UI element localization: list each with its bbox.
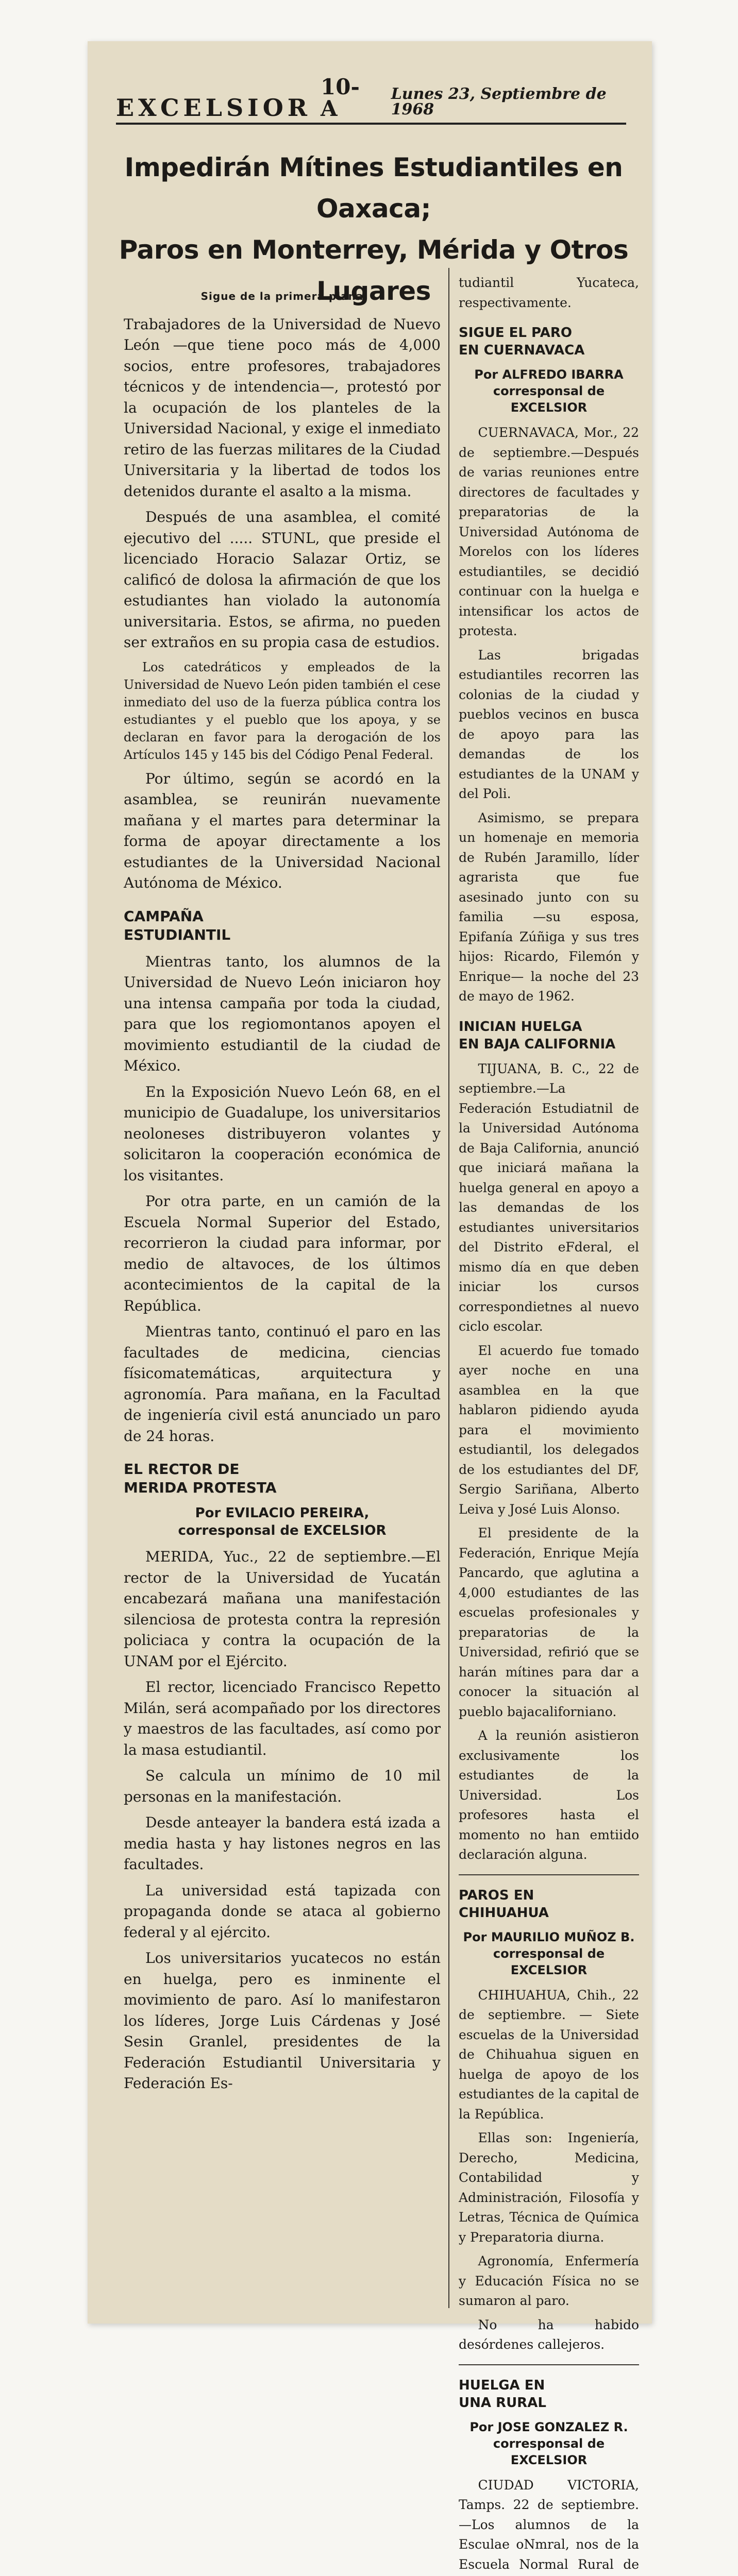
paragraph: En la Exposición Nuevo León 68, en el municipio de Guadalupe, los universitarios neoloneses distribuyeron volantes y solicitaron la cooperación económica de los visitantes. (124, 1082, 441, 1187)
paragraph: Desde anteayer la bandera está izada a media hasta y hay listones negros en las facultades. (124, 1812, 441, 1875)
paragraph: tudiantil Yucateca, respectivamente. (459, 273, 639, 313)
headline-line-2: Paros en Monterrey, Mérida y Otros Lugares (119, 229, 629, 312)
section-divider (459, 1874, 639, 1875)
paragraph: Trabajadores de la Universidad de Nuevo León —que tiene poco más de 4,000 socios, entre profesores, trabajadores técnicos y de intendencia—, protestó por la ocupación de los planteles de la Universidad Nacional, y exige el inmediato retiro de las fuerzas militares de la Ciudad Universitaria y la libertad de todos los detenidos durante el asalto a la misma. (124, 314, 441, 502)
right-column (459, 273, 639, 2576)
byline: Por MAURILIO MUÑOZ B. corresponsal de EXCELSIOR (459, 1929, 639, 1978)
byline: Por JOSE GONZALEZ R. corresponsal de EXCELSIOR (459, 2419, 639, 2468)
paragraph: Agronomía, Enfermería y Educación Física no se sumaron al paro. (459, 2251, 639, 2311)
section-divider (459, 2364, 639, 2365)
newspaper-name: EXCELSIOR (116, 96, 311, 123)
paragraph: Los catedráticos y empleados de la Universidad de Nuevo León piden también el cese inmediato del uso de la fuerza pública contra los estudiantes y el pueblo que los apoya, y se declaran en favor para la derogación de los Artículos 145 y 145 bis del Código Penal Federal. (124, 658, 441, 764)
byline: Por ALFREDO IBARRA corresponsal de EXCELSIOR (459, 366, 639, 416)
paragraph: Después de una asamblea, el comité ejecutivo del ..... STUNL, que preside el licenciado Horacio Salazar Ortiz, se calificó de dolosa la afirmación de que los estudiantes han violado la autonomía universitaria. Estos, se afirma, no pueden ser extraños en su propia casa de estudios. (124, 507, 441, 653)
section-heading: CAMPAÑA ESTUDIANTIL (124, 907, 441, 944)
paragraph: Se calcula un mínimo de 10 mil personas en la manifestación. (124, 1766, 441, 1807)
byline: Por EVILACIO PEREIRA, corresponsal de EXCELSIOR (124, 1504, 441, 1539)
paragraph: Los universitarios yucatecos no están en huelga, pero es inminente el movimiento de paro. Así lo manifestaron los líderes, Jorge Luis Cárdenas y José Sesin Granlel, presidentes de la Federación Estudiantil Universitaria y Federación Es- (124, 1948, 441, 2094)
paragraph: Las brigadas estudiantiles recorren las colonias de la ciudad y pueblos vecinos en busca de apoyo para las demandas de los estudiantes de la UNAM y del Poli. (459, 646, 639, 804)
section-heading: EL RECTOR DE MERIDA PROTESTA (124, 1460, 441, 1497)
paragraph: Mientras tanto, los alumnos de la Universidad de Nuevo León iniciaron hoy una intensa campaña por toda la ciudad, para que los regiomontanos apoyen el movimiento estudiantil de la ciudad de México. (124, 952, 441, 1077)
continued-note: Sigue de la primera plana (124, 286, 441, 307)
column-divider (448, 268, 449, 2308)
left-column (124, 286, 441, 2099)
paragraph: No ha habido desórdenes callejeros. (459, 2315, 639, 2355)
paragraph: CUERNAVACA, Mor., 22 de septiembre.—Después de varias reuniones entre directores de facultades y preparatorias de la Universidad Autónoma de Morelos con los líderes estudiantiles, se decidió continuar con la huelga e intensificar los actos de protesta. (459, 423, 639, 641)
section-heading: SIGUE EL PARO EN CUERNAVACA (459, 324, 639, 359)
newspaper-clipping (88, 41, 652, 2324)
paragraph: A la reunión asistieron exclusivamente los estudiantes de la Universidad. Los profesores hasta el momento no han emtiido declaración alguna. (459, 1726, 639, 1865)
section-heading: INICIAN HUELGA EN BAJA CALIFORNIA (459, 1018, 639, 1053)
page-number: 10-A (321, 76, 371, 123)
paragraph: La universidad está tapizada con propaganda donde se ataca al gobierno federal y al ejército. (124, 1880, 441, 1943)
masthead (116, 81, 626, 125)
paragraph: Por último, según se acordó en la asamblea, se reunirán nuevamente mañana y el martes para determinar la forma de apoyar directamente a los estudiantes de la Universidad Nacional Autónoma de México. (124, 769, 441, 894)
paragraph: El acuerdo fue tomado ayer noche en una asamblea en la que hablaron pidiendo ayuda para el movimiento estudiantil, los delegados de los estudiantes del DF, Sergio Sariñana, Alberto Leiva y José Luis Alonso. (459, 1341, 639, 1520)
paragraph: TIJUANA, B. C., 22 de septiembre.—La Federación Estudiatnil de la Universidad Autónoma de Baja California, anunció que iniciará mañana la huelga general en apoyo a las demandas de los estudiantes universitarios del Distrito eFderal, el mismo día en que deben iniciar los cursos correspondietnes al nuevo ciclo escolar. (459, 1059, 639, 1337)
paragraph: El rector, licenciado Francisco Repetto Milán, será acompañado por los directores y maestros de las facultades, así como por la masa estudiantil. (124, 1677, 441, 1760)
section-heading: HUELGA EN UNA RURAL (459, 2377, 639, 2412)
paragraph: El presidente de la Federación, Enrique Mejía Pancardo, que aglutina a 4,000 estudiantes de las escuelas profesionales y preparatorias de la Universidad, refirió que se harán mítines para dar a conocer la situación al pueblo bajacaliforniano. (459, 1523, 639, 1722)
paragraph: MERIDA, Yuc., 22 de septiembre.—El rector de la Universidad de Yucatán encabezará mañana una manifestación silenciosa de protesta contra la represión policiaca y contra la ocupación de la UNAM por el Ejército. (124, 1547, 441, 1672)
paragraph: Asimismo, se prepara un homenaje en memoria de Rubén Jaramillo, líder agrarista que fue asesinado junto con su familia —su esposa, Epifanía Zúñiga y sus tres hijos: Ricardo, Filemón y Enrique— la noche del 23 de mayo de 1962. (459, 808, 639, 1007)
section-heading: PAROS EN CHIHUAHUA (459, 1887, 639, 1922)
headline-line-1: Impedirán Mítines Estudiantiles en Oaxaca; (119, 147, 629, 229)
paragraph: CIUDAD VICTORIA, Tamps. 22 de septiembre.—Los alumnos de la Esculae oNmral, nos de la Escuela Normal Rural de (459, 2476, 639, 2576)
paragraph: Por otra parte, en un camión de la Escuela Normal Superior del Estado, recorrieron la ciudad para informar, por medio de altavoces, de los últimos acontecimientos de la capital de la República. (124, 1191, 441, 1316)
paragraph: CHIHUAHUA, Chih., 22 de septiembre. — Siete escuelas de la Universidad de Chihuahua siguen en huelga de apoyo de los estudiantes de la capital de la República. (459, 1986, 639, 2125)
issue-date: Lunes 23, Septiembre de 1968 (391, 87, 626, 123)
paragraph: Mientras tanto, continuó el paro en las facultades de medicina, ciencias físicomatemáticas, arquitectura y agronomía. Para mañana, en la Facultad de ingeniería civil está anunciado un paro de 24 horas. (124, 1321, 441, 1447)
paragraph: Ellas son: Ingeniería, Derecho, Medicina, Contabilidad y Administración, Filosofía y Letras, Técnica de Química y Preparatoria diurna. (459, 2128, 639, 2247)
